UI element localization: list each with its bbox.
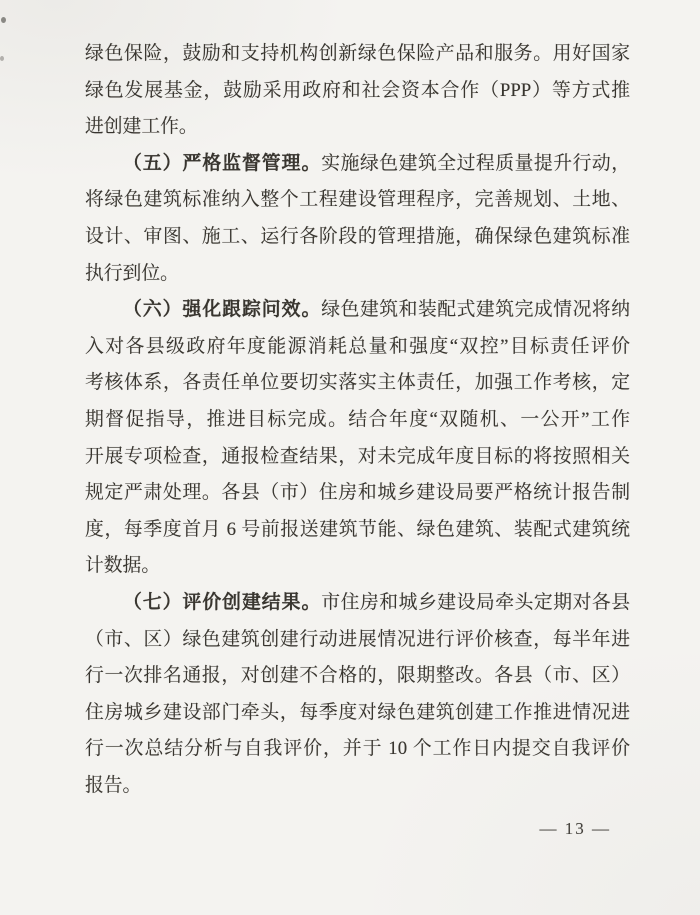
text-line: 报告。 <box>85 774 142 796</box>
section-heading: （七）评价创建结果。 <box>123 591 322 613</box>
text-line: （市、区）绿色建筑创建行动进展情况进行评价核查，每半年进 <box>85 628 630 650</box>
text-line: 入对各县级政府年度能源消耗总量和强度“双控”目标责任评价 <box>85 335 630 357</box>
text-line: 将绿色建筑标准纳入整个工程建设管理程序，完善规划、土地、 <box>85 189 630 211</box>
text-line: 度，每季度首月 6 号前报送建筑节能、绿色建筑、装配式建筑统 <box>85 518 630 540</box>
text-line: 进创建工作。 <box>85 116 198 138</box>
page-number: — 13 — <box>539 819 611 838</box>
text-line: 期督促指导，推进目标完成。结合年度“双随机、一公开”工作 <box>85 408 630 430</box>
text-line: 绿色保险，鼓励和支持机构创新绿色保险产品和服务。用好国家 <box>85 43 630 64</box>
text-line: 设计、审图、施工、运行各阶段的管理措施，确保绿色建筑标准 <box>85 225 630 247</box>
text-line: 行一次总结分析与自我评价，并于 10 个工作日内提交自我评价 <box>85 738 630 760</box>
text-line: 开展专项检查，通报检查结果，对未完成年度目标的将按照相关 <box>85 445 630 467</box>
text-line: 规定严肃处理。各县（市）住房和城乡建设局要严格统计报告制 <box>85 482 630 504</box>
para-intro-continuation <box>85 36 630 146</box>
document-body <box>85 36 630 804</box>
text-line: （五）严格监督管理。实施绿色建筑全过程质量提升行动， <box>123 152 631 174</box>
para-section-7 <box>85 585 630 805</box>
scan-artifact <box>0 56 4 61</box>
section-heading: （五）严格监督管理。 <box>123 152 322 174</box>
text-line: 绿色发展基金，鼓励采用政府和社会资本合作（PPP）等方式推 <box>85 79 630 101</box>
text-line: （六）强化跟踪问效。绿色建筑和装配式建筑完成情况将纳 <box>123 299 631 321</box>
section-heading: （六）强化跟踪问效。 <box>123 299 322 321</box>
text-line: 执行到位。 <box>85 262 179 284</box>
text-line: 行一次排名通报，对创建不合格的，限期整改。各县（市、区） <box>85 665 630 687</box>
para-section-6 <box>85 292 630 585</box>
text-line: （七）评价创建结果。市住房和城乡建设局牵头定期对各县 <box>123 591 631 613</box>
scan-artifact <box>1 17 6 23</box>
para-section-5 <box>85 146 630 292</box>
text-line: 住房城乡建设部门牵头，每季度对绿色建筑创建工作推进情况进 <box>85 701 630 723</box>
text-line: 考核体系，各责任单位要切实落实主体责任，加强工作考核，定 <box>85 372 630 394</box>
text-line: 计数据。 <box>85 555 161 577</box>
